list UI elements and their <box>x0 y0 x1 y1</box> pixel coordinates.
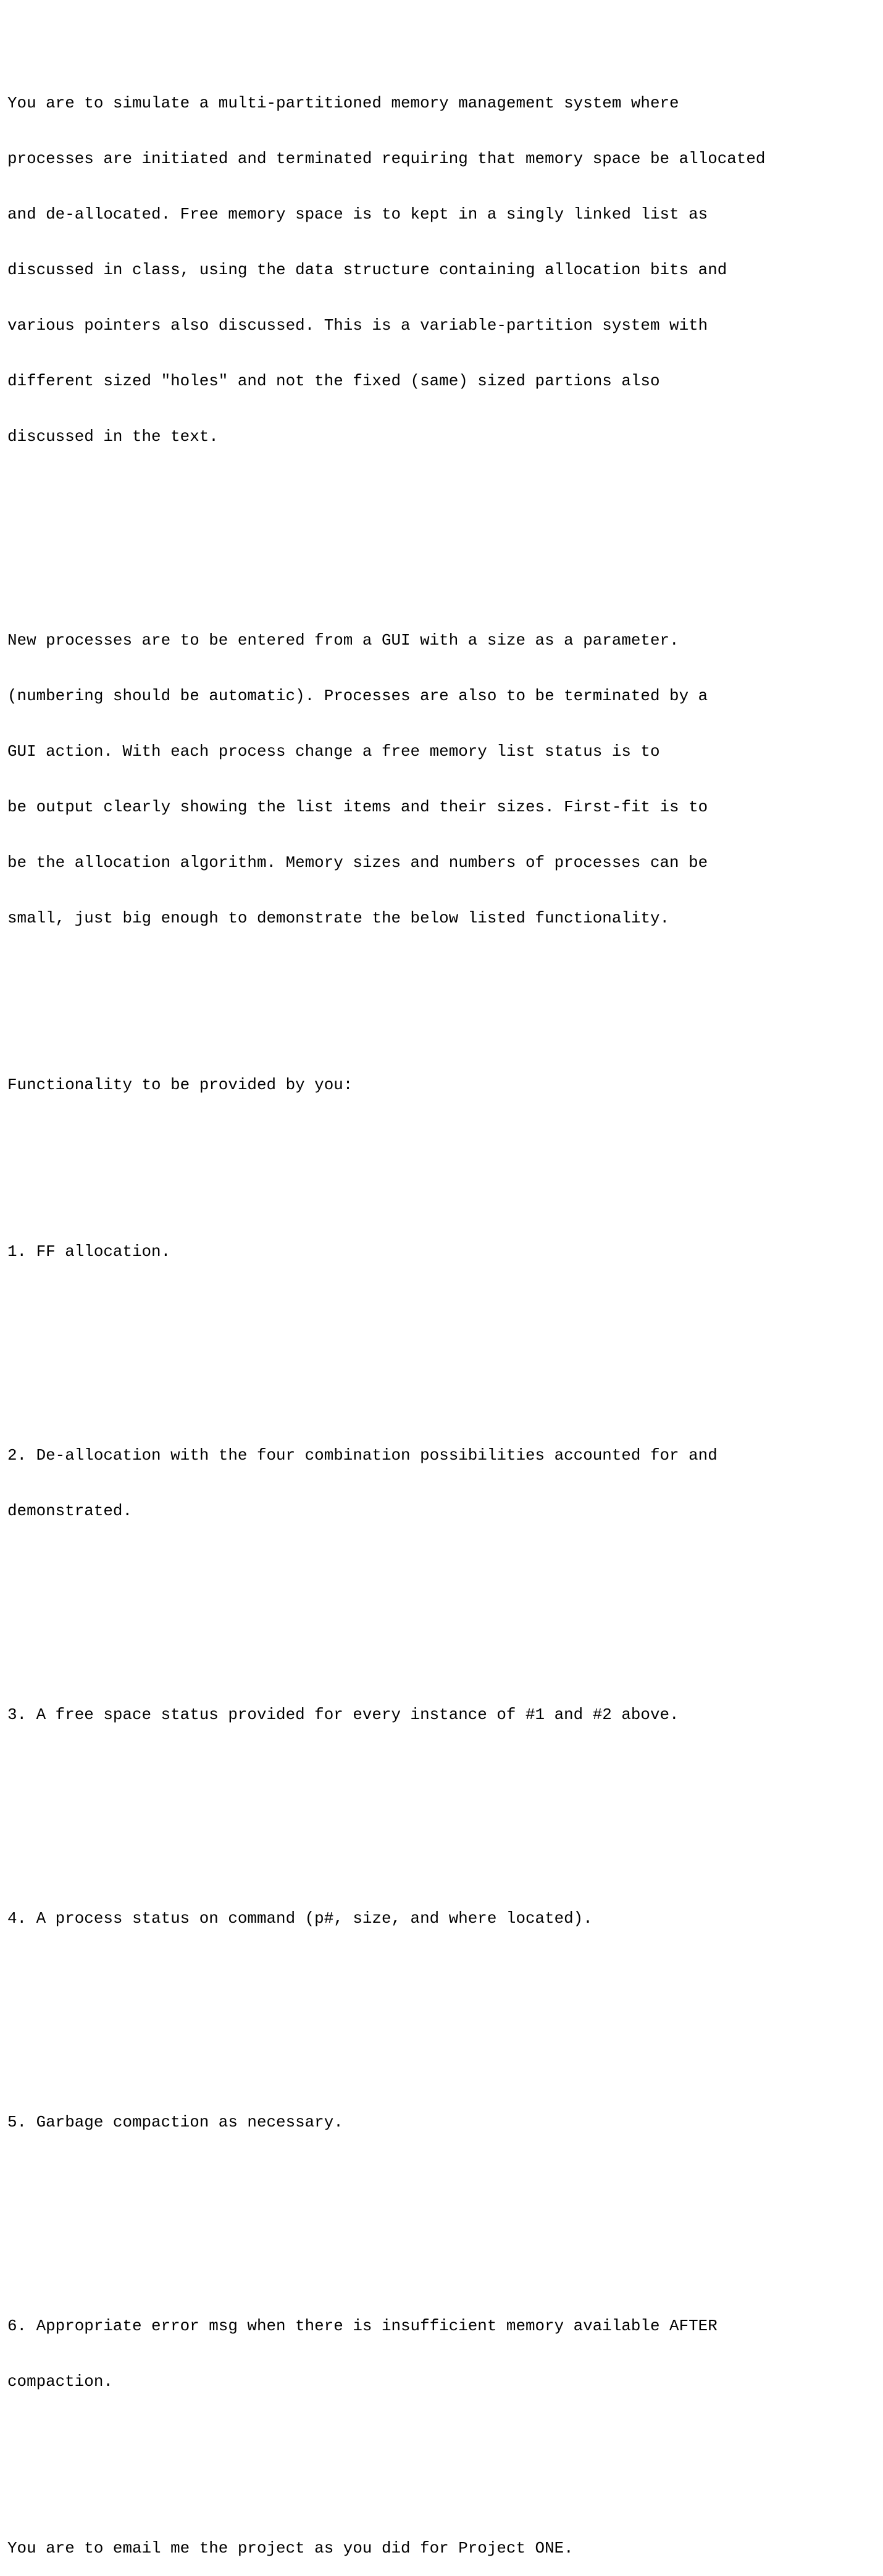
text-line: You are to simulate a multi-partitioned memory management system where <box>7 94 679 112</box>
text-line: be output clearly showing the list items and their sizes. First-fit is to <box>7 798 708 816</box>
text-line: be the allocation algorithm. Memory sizes and numbers of processes can be <box>7 853 708 872</box>
list-item <box>7 2280 765 2428</box>
paragraph-gui <box>7 594 765 964</box>
text-line: various pointers also discussed. This is a variable-partition system with <box>7 316 708 335</box>
list-item-line: 1. FF allocation. <box>7 1242 171 1261</box>
blank-line <box>7 1335 765 1353</box>
closing-line: You are to email me the project as you did for Project ONE. <box>7 2539 574 2557</box>
list-item-line: demonstrated. <box>7 1502 132 1520</box>
text-line: processes are initiated and terminated requiring that memory space be allocated <box>7 149 766 168</box>
text-line: New processes are to be entered from a GUI with a size as a parameter. <box>7 631 679 650</box>
text-line: and de-allocated. Free memory space is to kept in a singly linked list as <box>7 205 708 224</box>
text-line: different sized "holes" and not the fixed (same) sized partions also <box>7 372 660 390</box>
list-item <box>7 1668 765 1761</box>
blank-line <box>7 2206 765 2224</box>
blank-line <box>7 520 765 538</box>
list-item-line: 6. Appropriate error msg when there is insufficient memory available AFTER <box>7 2317 718 2335</box>
blank-line <box>7 1798 765 1817</box>
list-item-line: 2. De-allocation with the four combination possibilities accounted for and <box>7 1446 718 1465</box>
blank-line <box>7 1002 765 1020</box>
list-item-line: 5. Garbage compaction as necessary. <box>7 2113 343 2131</box>
list-item <box>7 1872 765 1965</box>
text-line: GUI action. With each process change a free memory list status is to <box>7 742 660 761</box>
blank-line <box>7 2002 765 2020</box>
list-item <box>7 1409 765 1557</box>
functionality-heading: Functionality to be provided by you: <box>7 1076 353 1094</box>
list-item-line: compaction. <box>7 2372 113 2391</box>
document-body <box>7 20 765 2576</box>
blank-line <box>7 1594 765 1613</box>
text-line: discussed in the text. <box>7 427 219 446</box>
blank-line <box>7 1131 765 1150</box>
text-line: (numbering should be automatic). Processes are also to be terminated by a <box>7 687 708 705</box>
text-line: small, just big enough to demonstrate the below listed functionality. <box>7 909 670 927</box>
list-item-line: 4. A process status on command (p#, size, and where located). <box>7 1909 593 1928</box>
blank-line <box>7 2465 765 2483</box>
text-line: discussed in class, using the data structure containing allocation bits and <box>7 261 727 279</box>
list-item <box>7 2076 765 2168</box>
list-item <box>7 1205 765 1298</box>
paragraph-intro <box>7 57 765 483</box>
list-item-line: 3. A free space status provided for every instance of #1 and #2 above. <box>7 1705 679 1724</box>
